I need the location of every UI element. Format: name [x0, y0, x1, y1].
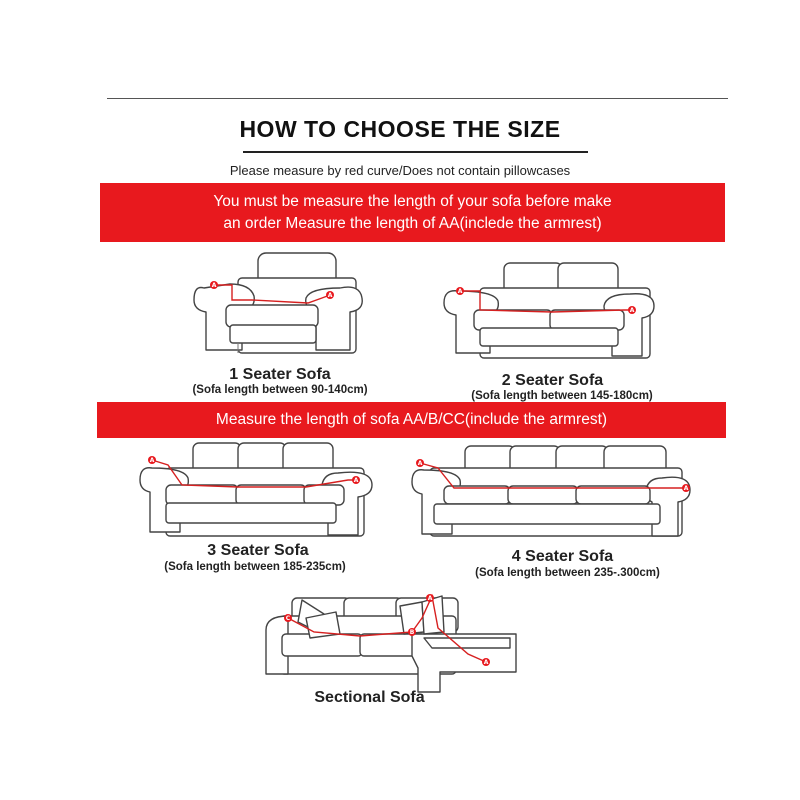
measure-banner: Measure the length of sofa AA/B/CC(include the armrest) — [97, 402, 726, 438]
marker-a-label: A — [327, 292, 333, 299]
sectional-name: Sectional Sofa — [314, 689, 425, 706]
top-divider — [107, 98, 728, 99]
instruction-banner — [100, 183, 725, 242]
one-seater-range: (Sofa length between 90-140cm) — [192, 384, 368, 396]
four-seater-sofa-illustration — [410, 440, 695, 545]
instruction-line-1: You must be measure the length of your sofa before make — [213, 193, 612, 210]
sectional-sofa-illustration — [262, 588, 522, 693]
marker-c-label: C — [285, 615, 291, 622]
marker-a-label: A — [149, 457, 155, 464]
page-title: HOW TO CHOOSE THE SIZE — [239, 116, 561, 142]
two-seater-sofa-illustration — [440, 258, 665, 368]
marker-b-label: B — [409, 629, 415, 636]
marker-a-label: A — [353, 477, 359, 484]
instruction-line-2: an order Measure the length of AA(inclede the armrest) — [223, 215, 602, 232]
four-seater-name: 4 Seater Sofa — [511, 548, 614, 565]
one-seater-name: 1 Seater Sofa — [229, 366, 331, 383]
marker-a-label: A — [427, 595, 433, 602]
three-seater-name: 3 Seater Sofa — [207, 542, 309, 559]
marker-a-label: A — [211, 282, 217, 289]
page-subtitle: Please measure by red curve/Does not contain pillowcases — [229, 163, 571, 178]
one-seater-sofa-illustration — [190, 248, 370, 363]
marker-a-label: A — [417, 460, 423, 467]
marker-a-label: A — [629, 307, 635, 314]
marker-a-label: A — [457, 288, 463, 295]
title-underline — [243, 151, 588, 153]
marker-a-label: A — [683, 485, 689, 492]
marker-a-label: A — [483, 659, 489, 666]
three-seater-range: (Sofa length between 185-235cm) — [164, 561, 346, 573]
two-seater-name: 2 Seater Sofa — [501, 372, 604, 389]
two-seater-range: (Sofa length between 145-180cm) — [471, 390, 653, 402]
three-seater-sofa-illustration — [138, 440, 378, 545]
four-seater-range: (Sofa length between 235-.300cm) — [475, 567, 660, 579]
